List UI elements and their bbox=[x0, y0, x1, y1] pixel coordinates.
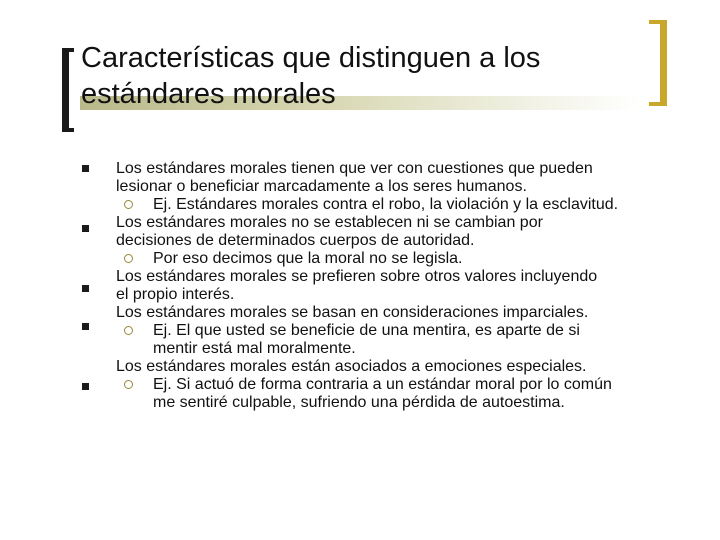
sub-bullet-item bbox=[116, 375, 691, 395]
circle-bullet-icon bbox=[124, 326, 133, 335]
bullet-text: Los estándares morales se basan en consideraciones imparciales. bbox=[116, 304, 589, 321]
circle-bullet-icon bbox=[124, 380, 133, 389]
bullet-square-icon bbox=[82, 165, 89, 172]
bullet-text: Los estándares morales tienen que ver con cuestiones que pueden bbox=[116, 160, 593, 177]
bullet-text: Los estándares morales se prefieren sobre otros valores incluyendo bbox=[116, 268, 598, 285]
sub-bullet-item bbox=[116, 321, 691, 341]
sub-bullet-text: Ej. Si actuó de forma contraria a un estándar moral por lo común bbox=[153, 376, 612, 393]
bullet-text: Los estándares morales no se establecen ni se cambian por bbox=[116, 214, 543, 231]
left-bracket-decoration bbox=[62, 48, 74, 132]
sub-bullet-text-continued: mentir está mal moralmente. bbox=[153, 340, 356, 357]
right-bracket-decoration bbox=[649, 20, 667, 106]
title-line-1: Características que distinguen a los bbox=[81, 42, 541, 74]
sub-bullet-text: Ej. Estándares morales contra el robo, la violación y la esclavitud. bbox=[153, 196, 619, 213]
slide-title bbox=[81, 40, 641, 112]
title-line-2: estándares morales bbox=[81, 78, 336, 110]
sub-bullet-text-continued: me sentiré culpable, sufriendo una pérdida de autoestima. bbox=[153, 394, 565, 411]
bullet-text: el propio interés. bbox=[116, 286, 235, 303]
sub-bullet-item bbox=[116, 249, 691, 269]
bullet-square-icon bbox=[82, 383, 89, 390]
bullet-text: decisiones de determinados cuerpos de autoridad. bbox=[116, 232, 475, 249]
bullet-square-icon bbox=[82, 285, 89, 292]
sub-bullet-text: Ej. El que usted se beneficie de una mentira, es aparte de si bbox=[153, 322, 580, 339]
circle-bullet-icon bbox=[124, 254, 133, 263]
sub-bullet-item bbox=[116, 195, 691, 215]
bullet-square-icon bbox=[82, 323, 89, 330]
bullet-text: Los estándares morales están asociados a emociones especiales. bbox=[116, 358, 587, 375]
circle-bullet-icon bbox=[124, 200, 133, 209]
sub-bullet-text: Por eso decimos que la moral no se legisla. bbox=[153, 250, 463, 267]
bullet-text: lesionar o beneficiar marcadamente a los seres humanos. bbox=[116, 178, 527, 195]
slide-body bbox=[116, 159, 691, 413]
bullet-square-icon bbox=[82, 225, 89, 232]
